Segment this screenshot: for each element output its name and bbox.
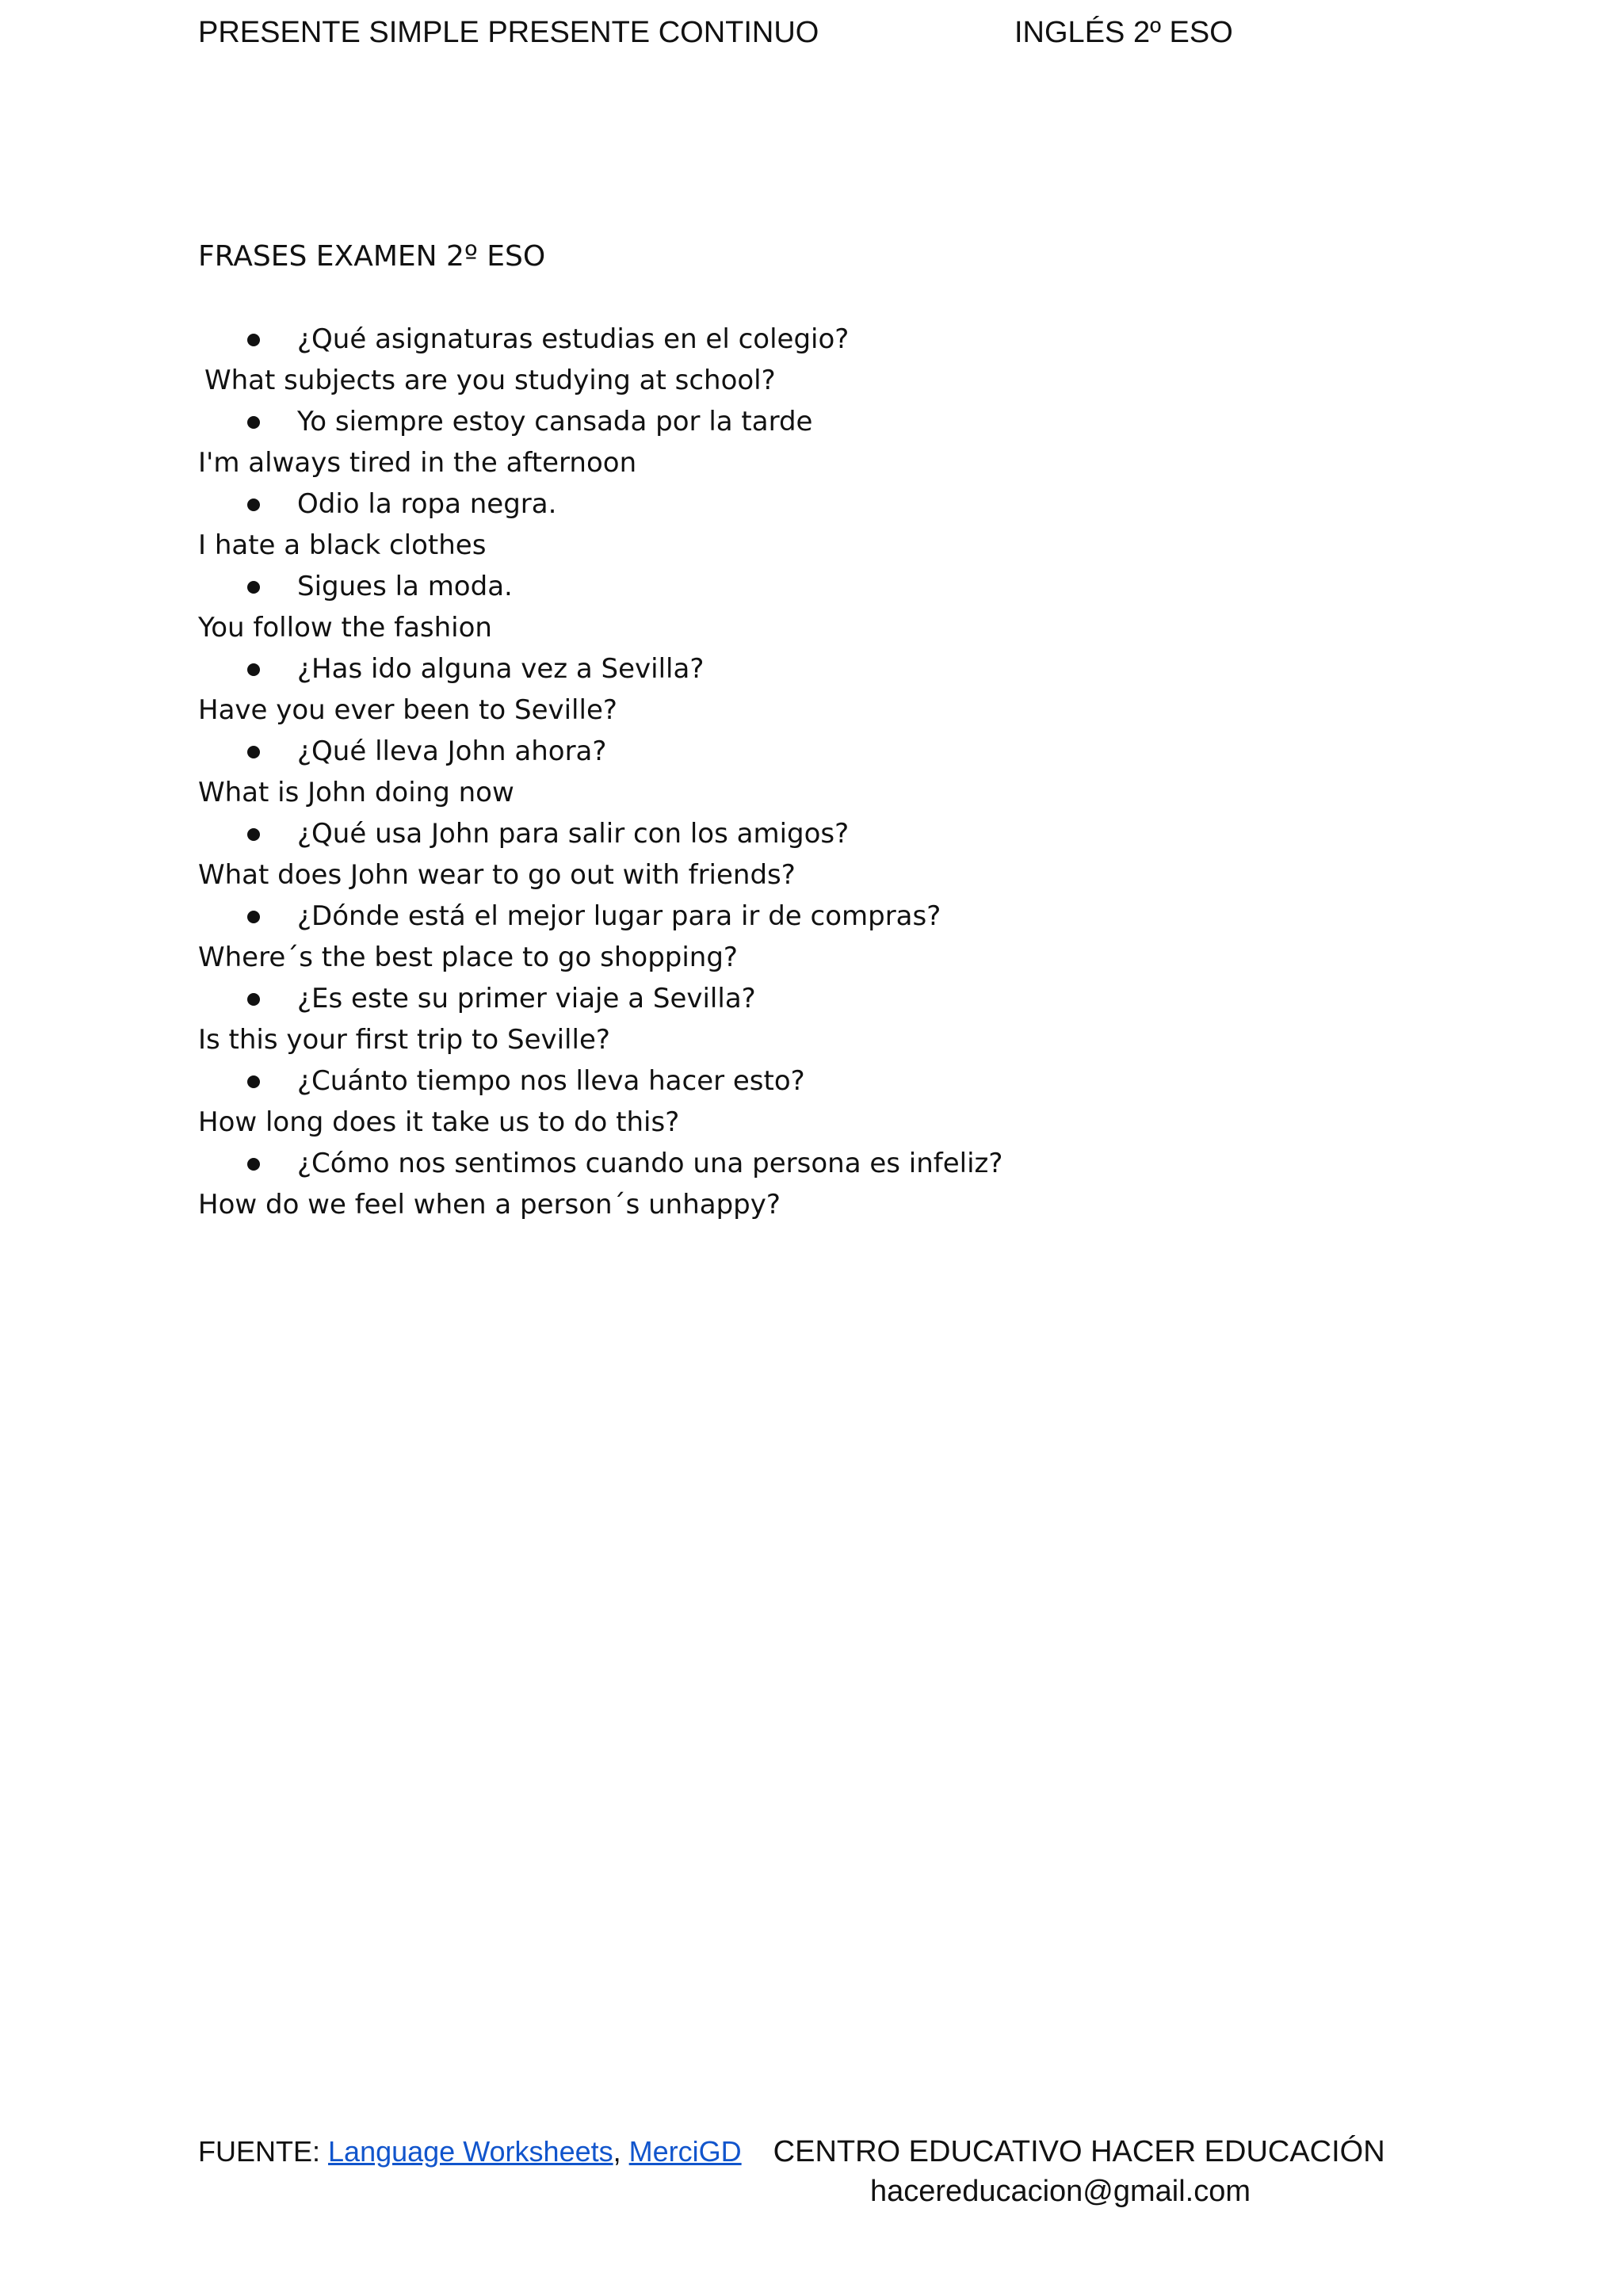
english-translation: What does John wear to go out with friends? <box>198 859 796 891</box>
bullet-icon <box>247 499 260 511</box>
section-title: FRASES EXAMEN 2º ESO <box>198 240 546 273</box>
english-translation: What subjects are you studying at school? <box>204 365 776 396</box>
list-item <box>198 978 1387 1060</box>
bullet-icon <box>247 416 260 429</box>
spanish-sentence: ¿Qué lleva John ahora? <box>198 731 1387 772</box>
language-worksheets-link[interactable]: Language Worksheets <box>328 2135 613 2168</box>
english-translation: I hate a black clothes <box>198 529 487 561</box>
english-translation: Have you ever been to Seville? <box>198 694 617 726</box>
bullet-icon <box>247 993 260 1006</box>
spanish-sentence: ¿Cuánto tiempo nos lleva hacer esto? <box>198 1060 1387 1102</box>
link-separator: , <box>613 2135 621 2168</box>
spanish-sentence: ¿Qué asignaturas estudias en el colegio? <box>198 319 1387 360</box>
course-level: INGLÉS 2º ESO <box>1014 16 1233 49</box>
footer-source-line <box>198 2132 1434 2172</box>
list-item <box>198 896 1387 978</box>
list-item <box>198 1060 1387 1143</box>
list-item <box>198 401 1387 483</box>
bullet-icon <box>247 1158 260 1171</box>
mercigd-link[interactable]: MerciGD <box>628 2135 742 2168</box>
spanish-sentence: ¿Es este su primer viaje a Sevilla? <box>198 978 1387 1019</box>
page-footer <box>198 2132 1434 2211</box>
contact-email: hacereducacion@gmail.com <box>870 2175 1251 2208</box>
spanish-sentence: ¿Dónde está el mejor lugar para ir de compras? <box>198 896 1387 937</box>
english-translation: Is this your first trip to Seville? <box>198 1024 610 1056</box>
bullet-icon <box>247 663 260 676</box>
list-item <box>198 813 1387 896</box>
list-item <box>198 483 1387 566</box>
english-translation: You follow the fashion <box>198 612 492 644</box>
bullet-icon <box>247 334 260 346</box>
document-body <box>198 236 1387 1225</box>
spanish-sentence: ¿Has ido alguna vez a Sevilla? <box>198 648 1387 690</box>
spanish-sentence: Yo siempre estoy cansada por la tarde <box>198 401 1387 442</box>
source-label: FUENTE: <box>198 2135 321 2168</box>
spanish-sentence: Sigues la moda. <box>198 566 1387 607</box>
english-translation: How long does it take us to do this? <box>198 1106 680 1138</box>
english-translation: How do we feel when a person´s unhappy? <box>198 1189 781 1221</box>
list-item <box>198 566 1387 648</box>
list-item <box>198 1143 1387 1225</box>
page-header <box>198 13 1347 52</box>
document-title: PRESENTE SIMPLE PRESENTE CONTINUO <box>198 16 819 49</box>
list-item <box>198 731 1387 813</box>
spanish-sentence: Odio la ropa negra. <box>198 483 1387 525</box>
list-item <box>198 319 1387 401</box>
bullet-icon <box>247 1075 260 1088</box>
list-item <box>198 648 1387 731</box>
bullet-icon <box>247 746 260 758</box>
english-translation: What is John doing now <box>198 777 514 808</box>
spanish-sentence: ¿Qué usa John para salir con los amigos? <box>198 813 1387 854</box>
spanish-sentence: ¿Cómo nos sentimos cuando una persona es infeliz? <box>198 1143 1387 1184</box>
english-translation: Where´s the best place to go shopping? <box>198 942 738 973</box>
bullet-icon <box>247 581 260 594</box>
center-name: CENTRO EDUCATIVO HACER EDUCACIÓN <box>773 2135 1385 2168</box>
bullet-icon <box>247 828 260 841</box>
english-translation: I'm always tired in the afternoon <box>198 447 637 479</box>
bullet-icon <box>247 911 260 923</box>
